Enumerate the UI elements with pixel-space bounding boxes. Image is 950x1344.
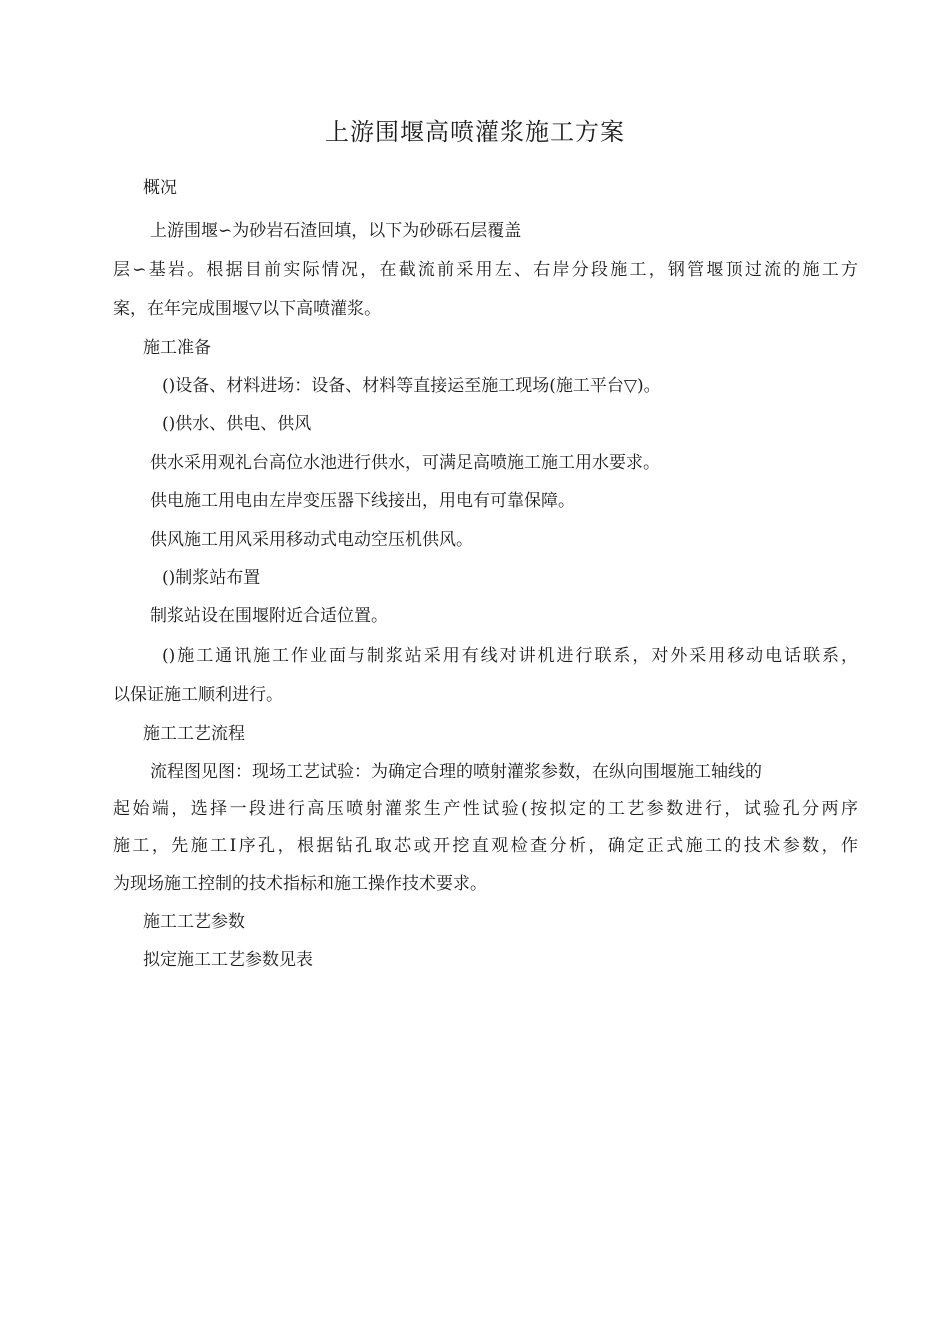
paragraph-line: 供风施工用风采用移动式电动空压机供风。 bbox=[150, 530, 473, 550]
paragraph-line: 上游围堰∽为砂岩石渣回填，以下为砂砾石层覆盖 bbox=[150, 221, 522, 241]
paragraph-line: 以保证施工顺利进行。 bbox=[113, 685, 283, 705]
paragraph-line: ()制浆站布置 bbox=[162, 568, 261, 588]
paragraph-line: 流程图见图：现场工艺试验：为确定合理的喷射灌浆参数，在纵向围堰施工轴线的 bbox=[150, 762, 762, 782]
paragraph-line: ()供水、供电、供风 bbox=[162, 414, 312, 434]
paragraph-line: ()施工通讯施工作业面与制浆站采用有线对讲机进行联系，对外采用移动电话联系， bbox=[162, 646, 858, 666]
section-heading-process-flow: 施工工艺流程 bbox=[143, 724, 245, 744]
paragraph-line: 制浆站设在围堰附近合适位置。 bbox=[150, 606, 388, 626]
document-title: 上游围堰高喷灌浆施工方案 bbox=[325, 118, 625, 146]
paragraph-line: 案，在年完成围堰▽以下高喷灌浆。 bbox=[113, 299, 382, 319]
paragraph-line: 层∽基岩。根据目前实际情况，在截流前采用左、右岸分段施工，钢管堰顶过流的施工方 bbox=[113, 260, 858, 280]
section-heading-overview: 概况 bbox=[143, 178, 177, 198]
section-heading-preparation: 施工准备 bbox=[143, 338, 211, 358]
paragraph-line: 为现场施工控制的技术指标和施工操作技术要求。 bbox=[113, 874, 487, 894]
paragraph-line: ()设备、材料进场：设备、材料等直接运至施工现场(施工平台▽)。 bbox=[162, 376, 661, 396]
paragraph-line: 拟定施工工艺参数见表 bbox=[143, 950, 313, 970]
section-heading-process-parameters: 施工工艺参数 bbox=[143, 912, 245, 932]
paragraph-line: 施工，先施工Ⅰ序孔，根据钻孔取芯或开挖直观检查分析，确定正式施工的技术参数，作 bbox=[113, 836, 858, 856]
paragraph-line: 起始端，选择一段进行高压喷射灌浆生产性试验(按拟定的工艺参数进行，试验孔分两序 bbox=[113, 799, 858, 819]
paragraph-line: 供电施工用电由左岸变压器下线接出，用电有可靠保障。 bbox=[150, 491, 575, 511]
paragraph-line: 供水采用观礼台高位水池进行供水，可满足高喷施工施工用水要求。 bbox=[150, 453, 660, 473]
